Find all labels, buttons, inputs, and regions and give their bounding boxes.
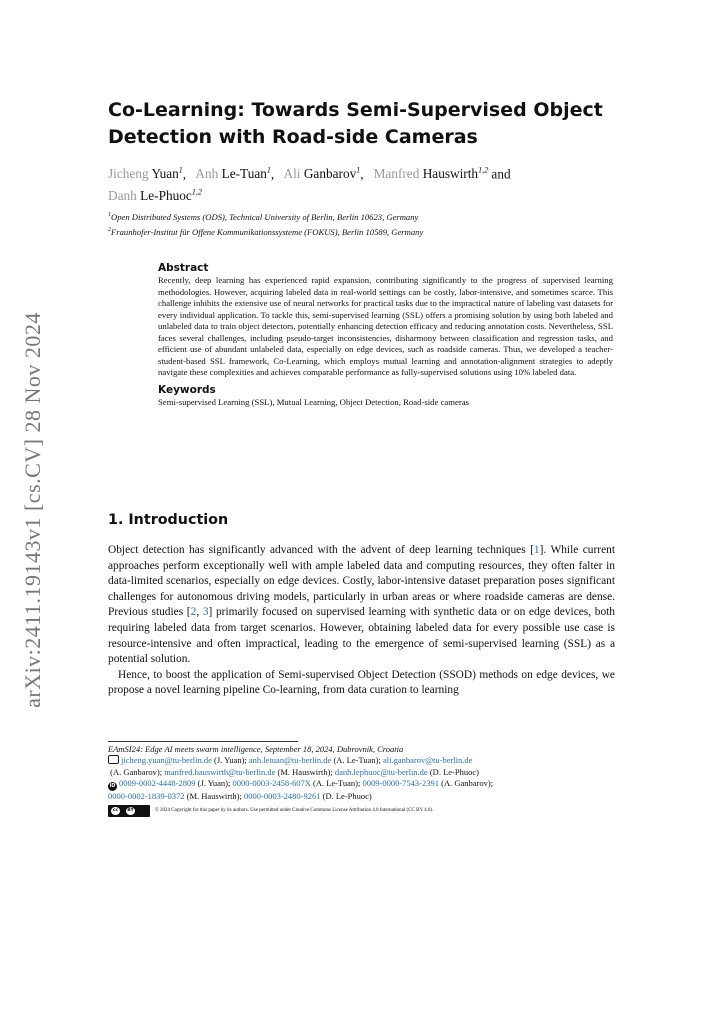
- author: Ali Ganbarov$^1$: [283, 166, 361, 182]
- orcid-link[interactable]: 0000-0003-2458-607X: [232, 778, 311, 789]
- abstract-text: Recently, deep learning has experienced rapid expansion, contributing significantly to the progress of supervised learning methodologies. However, acquiring labeled data in real-world settings can be costly, labor-intensive, and sometimes scarce. This challenge inhibits the extensive use of neural networks for practical tasks due to the impractical nature of labeling vast datasets for every individual application. To tackle this, semi-supervised learning (SSL) offers a promising solution by using both labeled and unlabeled data to train object detectors, potentially enhancing detection efficacy and reducing annotation costs. Nevertheless, SSL faces several challenges, including pseudo-target inconsistencies, disharmony between classification and regression tasks, and efficient use of abundant unlabeled data, especially on edge devices, such as roadside cameras. Thus, we developed a teacher-student-based SSL framework, Co-Learning, which employs mutual learning and annotation-alignment strategies to adeptly navigate these complexities and achieves comparable performance as fully-supervised solutions using 10% labeled data.: [158, 275, 613, 378]
- orcid-link[interactable]: 0009-0000-7543-2391: [362, 778, 439, 789]
- author: Manfred Hauswirth$^{1,2}$: [373, 166, 489, 182]
- footnote-block: [108, 744, 618, 817]
- email-link[interactable]: jicheng.yuan@tu-berlin.de: [121, 755, 212, 766]
- section-heading: 1. Introduction: [108, 512, 229, 528]
- citation-link[interactable]: 2: [190, 606, 197, 619]
- affiliations: [108, 209, 628, 239]
- affiliation: $^1$Open Distributed Systems (ODS), Technical University of Berlin, Berlin 10623, Germany: [108, 211, 419, 222]
- envelope-icon: [108, 755, 119, 764]
- orcid-link[interactable]: 0000-0002-1839-0372: [108, 791, 185, 802]
- keywords-text: Semi-supervised Learning (SSL), Mutual Learning, Object Detection, Road-side cameras: [158, 396, 469, 407]
- email-line: jicheng.yuan@tu-berlin.de (J. Yuan); anh.letuan@tu-berlin.de (A. Le-Tuan); ali.ganbarov@tu-berlin.de (A. Ganbarov); manfred.hauswirth@tu-berlin.de (M. Hauswirth); danh.lephuoc@tu-berlin.de (D. Le-Phuoc): [108, 755, 479, 777]
- author: Anh Le-Tuan$^1$: [195, 166, 271, 182]
- license-text: © 2024 Copyright for this paper by its authors. Use permitted under Creative Commons License Attribution 4.0 International (CC BY 4.0).: [155, 808, 434, 814]
- license-line: [108, 805, 618, 817]
- author-list: Jicheng Yuan$^1$, Anh Le-Tuan$^1$, Ali Ganbarov$^1$, Manfred Hauswirth$^{1,2}$ and Danh Le-Phuoc$^{1,2}$: [108, 166, 514, 203]
- arxiv-id-label: arXiv:2411.19143v1 [cs.CV] 28 Nov 2024: [20, 312, 45, 708]
- orcid-link[interactable]: 0009-0002-4448-2809: [119, 778, 196, 789]
- orcid-link[interactable]: 0000-0003-2480-9261: [244, 791, 321, 802]
- footnote-rule: [108, 741, 298, 742]
- email-link[interactable]: manfred.hauswirth@tu-berlin.de: [164, 766, 276, 777]
- abstract-heading: Abstract: [158, 262, 209, 274]
- conference-line: EAmSI24: Edge AI meets swarm intelligence, September 18, 2024, Dubrovnik, Croatia: [108, 744, 404, 754]
- email-link[interactable]: anh.letuan@tu-berlin.de: [248, 755, 332, 766]
- introduction-body: [108, 543, 615, 699]
- affiliation: $^2$Fraunhofer-Institut für Offene Kommunikationssysteme (FOKUS), Berlin 10589, Germany: [108, 226, 424, 237]
- citation-link[interactable]: 1: [533, 544, 540, 556]
- email-link[interactable]: danh.lephuoc@tu-berlin.de: [334, 766, 428, 777]
- abstract-block: [158, 262, 613, 408]
- citation-link[interactable]: 3: [202, 606, 209, 619]
- orcid-icon: iD: [109, 783, 116, 790]
- arxiv-sidebar-stamp: [10, 310, 56, 710]
- author: Jicheng Yuan$^1$: [108, 166, 183, 182]
- paper-title: Co-Learning: Towards Semi-Supervised Object Detection with Road-side Cameras: [108, 99, 603, 148]
- paragraph: Object detection has significantly advanced with the advent of deep learning techniques [1]. While current approaches perform exceptionally well with ample labeled data and computing resources, they often falter in data-limited scenarios, especially on edge devices. Costly, labor-intensive dataset preparation poses significant challenges for autonomous driving models, particularly in urban areas or where roadside cameras are dense. Previous studies [2, 3] primarily focused on supervised learning with synthetic data or on edge devices, both requiring labeled data from target scenarios. However, obtaining labeled data for every possible use case is resource-intensive and often impractical, leading to the emergence of semi-supervised learning (SSL) as a potential solution.: [108, 544, 615, 666]
- email-link[interactable]: ali.ganbarov@tu-berlin.de: [382, 755, 473, 766]
- orcid-line: iD 0009-0002-4448-2809 (J. Yuan); 0000-0003-2458-607X (A. Le-Tuan); 0009-0000-7543-2391 (A. Ganbarov); 0000-0002-1839-0372 (M. Hauswirth); 0000-0003-2480-9261 (D. Le-Phuoc): [108, 778, 496, 802]
- keywords-heading: Keywords: [158, 383, 216, 396]
- creative-commons-icon[interactable]: cc BY: [108, 805, 150, 817]
- paragraph: Hence, to boost the application of Semi-supervised Object Detection (SSOD) methods on edge devices, we propose a novel learning pipeline Co-learning, from data curation to learning: [108, 668, 615, 697]
- author: Danh Le-Phuoc$^{1,2}$: [108, 187, 202, 203]
